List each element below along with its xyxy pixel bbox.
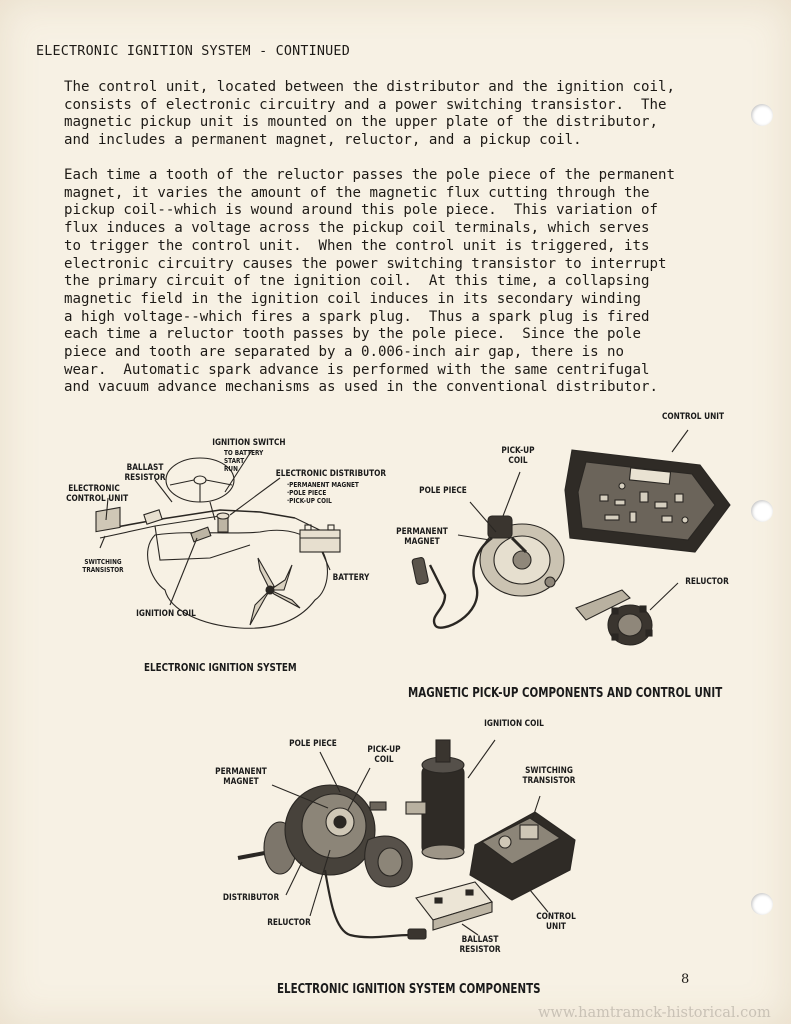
binder-hole (751, 104, 773, 126)
binder-hole (751, 500, 773, 522)
page-number: 8 (681, 972, 690, 987)
label-ignition-coil-components: IGNITION COIL (484, 719, 544, 729)
paragraph-reluctor-operation: Each time a tooth of the reluctor passes the pole piece of the permanent magnet, it varies the amount of the magnetic flux cutting through the pickup coil--which is wound around this pole piece. This variation of flux induces a voltage across the pickup coil terminals, which serves to trigger the control unit. When the control unit is triggered, its electronic circuitry causes the power switching transistor to interrupt the primary circuit of tne ignition coil. At this time, a collapsing magnetic field in the ignition coil induces in its secondary winding a high voltage--which fires a spark plug. Thus a spark plug is fired each time a reluctor tooth passes by the pole piece. Since the pole piece and tooth are separated by a 0.006-inch air gap, there is no wear. Automatic spark advance is performed with the same centrifugal and vacuum advance mechanisms as used in the conventional distributor. (64, 167, 675, 396)
label-pole-piece-components: POLE PIECE (289, 739, 337, 749)
label-reluctor: RELUCTOR (685, 577, 729, 587)
label-control-unit: CONTROL UNIT (661, 412, 725, 422)
paragraph-control-unit: The control unit, located between the distributor and the ignition coil, consists of electronic circuitry and a power switching transistor. The magnetic pickup unit is mounted on the upper plate of the distributor, and includes a permanent magnet, reluctor, and a pickup coil. (64, 79, 675, 149)
label-ignition-switch: IGNITION SWITCH (212, 438, 286, 448)
watermark-url: www.hamtramck-historical.com (538, 1005, 771, 1021)
label-switch-positions: TO BATTERY START RUN (224, 449, 264, 473)
label-switching-transistor-components: SWITCHING TRANSISTOR (522, 766, 576, 786)
caption-ignition-system-components: ELECTRONIC IGNITION SYSTEM COMPONENTS (277, 982, 541, 997)
label-pick-up-coil: PICK-UP COIL (501, 446, 535, 466)
label-reluctor-components: RELUCTOR (267, 918, 311, 928)
label-ballast-resistor: BALLAST RESISTOR (124, 463, 166, 483)
caption-magnetic-pickup-components: MAGNETIC PICK-UP COMPONENTS AND CONTROL UNIT (408, 686, 723, 701)
label-permanent-magnet: PERMANENT MAGNET (396, 527, 448, 547)
label-pick-up-coil-components: PICK-UP COIL (367, 745, 401, 765)
label-control-unit-components: CONTROL UNIT (536, 912, 576, 932)
label-ignition-coil: IGNITION COIL (136, 609, 196, 619)
label-distributor-components: DISTRIBUTOR (222, 893, 280, 903)
label-switching-transistor: SWITCHING TRANSISTOR (82, 558, 124, 574)
label-electronic-control-unit: ELECTRONIC CONTROL UNIT (66, 484, 129, 504)
binder-hole (751, 893, 773, 915)
label-ballast-resistor-components: BALLAST RESISTOR (459, 935, 501, 955)
label-battery: BATTERY (332, 573, 370, 583)
label-permanent-magnet-components: PERMANENT MAGNET (215, 767, 267, 787)
section-heading: ELECTRONIC IGNITION SYSTEM - CONTINUED (36, 44, 350, 59)
label-distributor-parts: ·PERMANENT MAGNET ·POLE PIECE ·PICK-UP COIL (287, 481, 359, 505)
label-electronic-distributor: ELECTRONIC DISTRIBUTOR (275, 469, 387, 479)
caption-electronic-ignition-system: ELECTRONIC IGNITION SYSTEM (144, 661, 297, 674)
label-pole-piece: POLE PIECE (419, 486, 467, 496)
